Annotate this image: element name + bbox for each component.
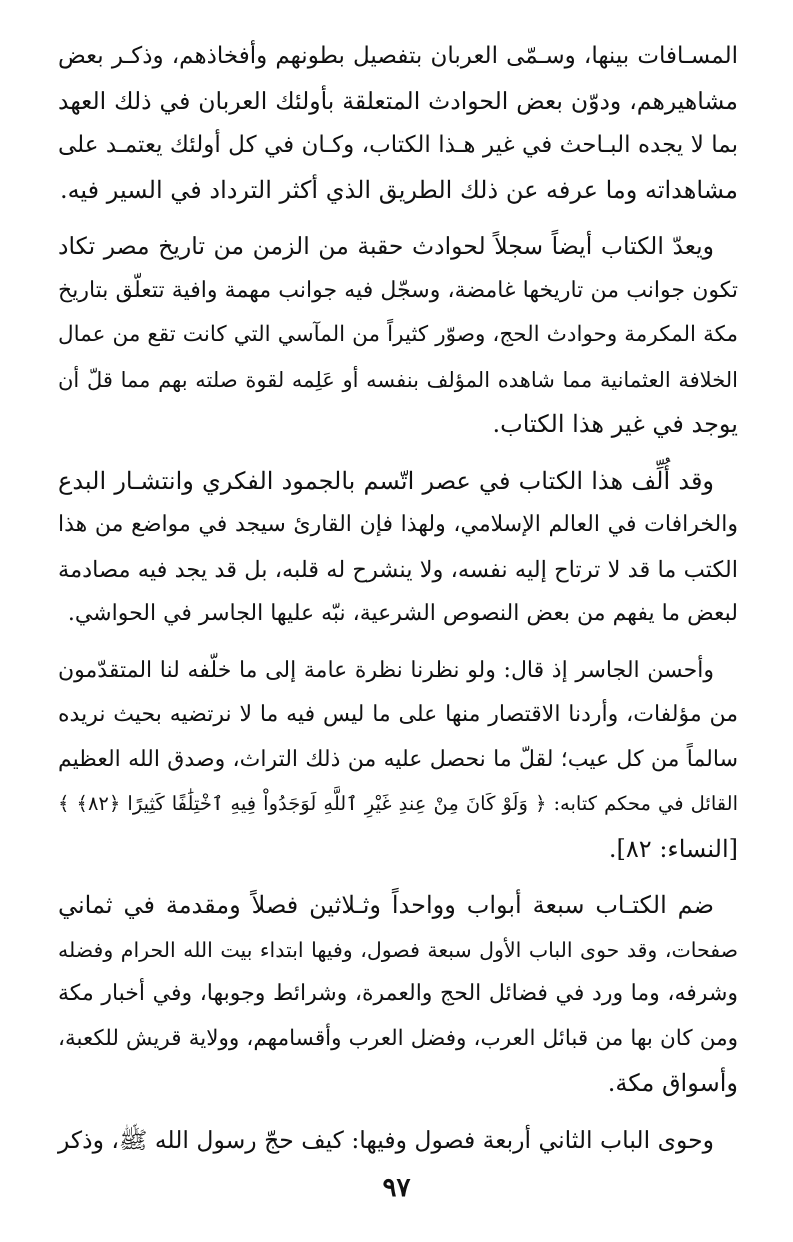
text-line: وحوى الباب الثاني أربعة فصول وفيها: كيف حجّ رسول الله ﷺ، وذكر	[57, 1125, 714, 1154]
text-line: مشاهيرهم، ودوّن بعض الحوادث المتعلقة بأولئك العربان في ذلك العهد	[58, 86, 738, 115]
text-line: وشرفه، وما ورد في فضائل الحج والعمرة، وشرائط وجوبها، وفي أخبار مكة	[58, 981, 738, 1006]
paragraph-4	[58, 649, 738, 872]
paragraph-1	[58, 34, 738, 212]
text-line: لبعض ما يفهم من بعض النصوص الشرعية، نبّه عليها الجاسر في الحواشي.	[67, 601, 738, 626]
text-line: الخلافة العثمانية مما شاهده المؤلف بنفسه أو عَلِمه لقوة صلته بهم مما قلّ أن	[58, 367, 738, 392]
paragraph-6	[58, 1118, 738, 1163]
quran-verse-line: القائل في محكم كتابه: ﴿ وَلَوْ كَانَ مِنْ عِندِ غَيْرِ ٱللَّهِ لَوَجَدُواْ فِيهِ ٱخْتِلَٰفًا كَثِيرًا ﴿٨٢﴾ ﴾	[58, 792, 738, 815]
page-body	[58, 34, 738, 1162]
text-line: وأحسن الجاسر إذ قال: ولو نظرنا نظرة عامة إلى ما خلّفه لنا المتقدّمون	[58, 657, 714, 683]
text-line: يوجد في غير هذا الكتاب.	[492, 410, 738, 438]
text-line: سالماً من كل عيب؛ لقلّ ما نحصل عليه من ذلك التراث، وصدق الله العظيم	[58, 746, 738, 772]
text-line: وأسواق مكة.	[607, 1069, 738, 1097]
text-line: ومن كان بها من قبائل العرب، وفضل العرب وأقسامهم، وولاية قريش للكعبة،	[58, 1025, 738, 1051]
text-line: المسـافات بينها، وسـمّى العربان بتفصيل بطونهم وأفخاذهم، وذكـر بعض	[58, 43, 738, 69]
text-line: بما لا يجده البـاحث في غير هـذا الكتاب، وكـان في كل أولئك يعتمـد على	[58, 132, 738, 158]
text-line: الكتب ما قد لا ترتاح إليه نفسه، ولا ينشرح له قلبه، بل قد يجد فيه مصادمة	[58, 556, 738, 583]
paragraph-2	[58, 224, 738, 447]
text-line: تكون جوانب من تاريخها غامضة، وسجّل فيه جوانب مهمة وافية تتعلّق بتاريخ	[58, 277, 738, 303]
text-line: ضم الكتـاب سبعة أبواب وواحداً وثـلاثين فصلاً ومقدمة في ثماني	[58, 891, 714, 919]
page-number: ٩٧	[382, 1173, 411, 1203]
text-line: صفحات، وقد حوى الباب الأول سبعة فصول، وفيها ابتداء بيت الله الحرام وفضله	[58, 937, 738, 962]
paragraph-3	[58, 459, 738, 637]
paragraph-5	[58, 883, 738, 1106]
text-line: وقد أُلِّف هذا الكتاب في عصر اتّسم بالجمود الفكري وانتشـار البدع	[58, 466, 715, 495]
text-line: ويعدّ الكتاب أيضاً سجلاً لحوادث حقبة من الزمن من تاريخ مصر تكاد	[58, 232, 714, 260]
text-line: مكة المكرمة وحوادث الحج، وصوّر كثيراً من المآسي التي كانت تقع من عمال	[58, 322, 738, 347]
verse-reference: [النساء: ٨٢].	[608, 834, 738, 863]
text-line: مشاهداته وما عرفه عن ذلك الطريق الذي أكثر الترداد في السير فيه.	[59, 175, 738, 204]
text-line: والخرافات في العالم الإسلامي، ولهذا فإن القارئ سيجد في مواضع من هذا	[58, 512, 738, 537]
text-line: من مؤلفات، وأردنا الاقتصار منها على ما ليس فيه ما لا نرتضيه بحيث نريده	[58, 702, 738, 727]
